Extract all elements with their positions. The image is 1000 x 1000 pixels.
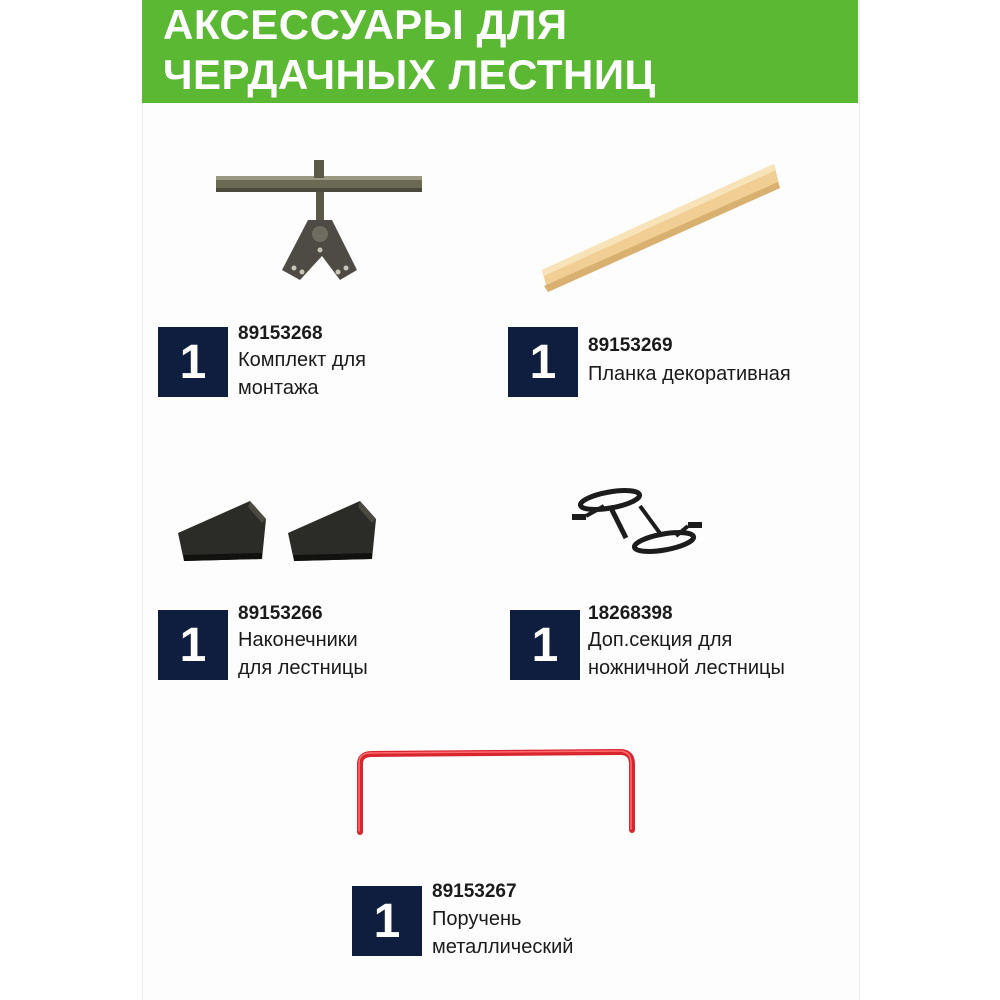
quantity-badge: 1 — [510, 610, 580, 680]
item-name-line-2: ножничной лестницы — [588, 657, 785, 679]
item-code: 89153266 — [238, 603, 323, 624]
item-name-line-1: Поручень — [432, 908, 522, 930]
item-code: 18268398 — [588, 603, 673, 624]
item-name-line-2: металлический — [432, 936, 574, 958]
mounting-kit-icon — [212, 158, 438, 288]
quantity-badge: 1 — [352, 886, 422, 956]
item-name-line-2: монтажа — [238, 377, 319, 399]
item-code: 89153268 — [238, 323, 323, 344]
item-name-line-1: Доп.секция для — [588, 629, 733, 651]
item-code: 89153269 — [588, 335, 673, 356]
scissor-section-icon — [566, 486, 706, 570]
item-name-line-2: для лестницы — [238, 657, 368, 679]
quantity-badge: 1 — [508, 327, 578, 397]
item-name-line-1: Планка декоративная — [588, 363, 791, 385]
item-code: 89153267 — [432, 881, 517, 902]
quantity-badge: 1 — [158, 610, 228, 680]
item-name-line-1: Наконечники — [238, 629, 358, 651]
metal-handrail-icon — [352, 748, 642, 836]
item-name-line-1: Комплект для — [238, 349, 367, 371]
ladder-tips-icon — [174, 495, 386, 567]
quantity-badge: 1 — [158, 327, 228, 397]
page-title-line-1: АКСЕССУАРЫ ДЛЯ — [163, 1, 568, 48]
page-title-line-2: ЧЕРДАЧНЫХ ЛЕСТНИЦ — [163, 51, 656, 98]
decorative-strip-icon — [538, 158, 786, 296]
